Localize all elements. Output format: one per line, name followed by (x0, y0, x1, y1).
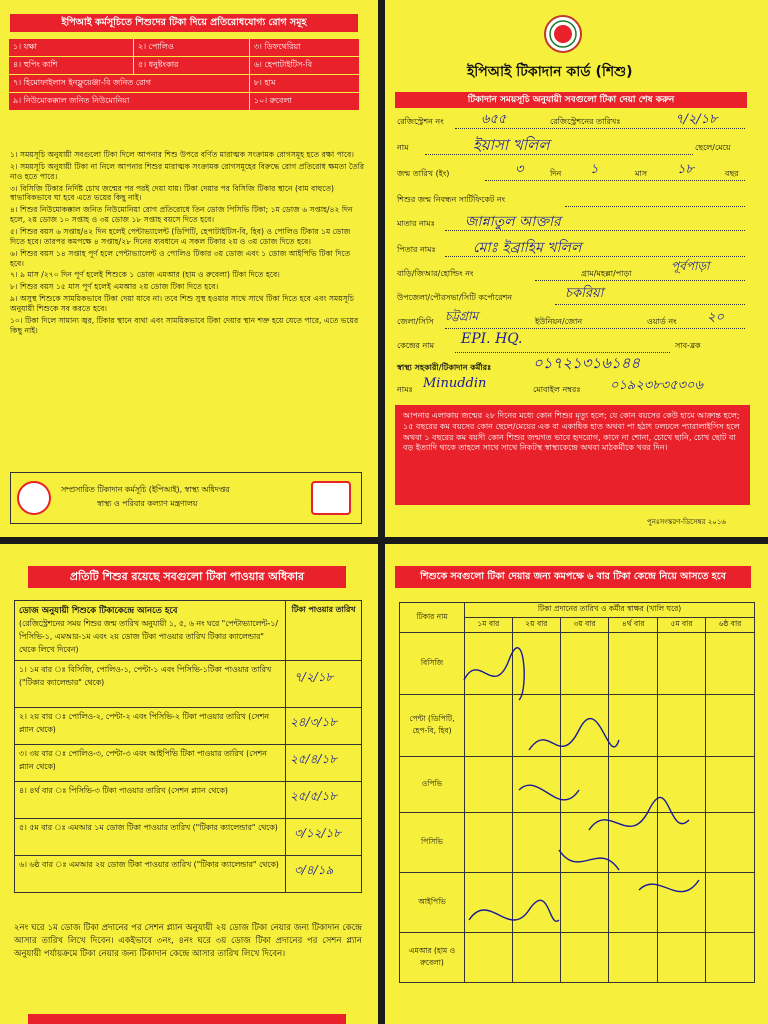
upazila-label: উপজেলা/পৌরসভা/সিটি কর্পোরেশন (397, 293, 513, 302)
father-name-value: মোঃ ইব্রাহিম খলিল (473, 240, 582, 256)
center-value: EPI. HQ. (461, 331, 523, 347)
date-column-header: টিকা পাওয়ার তারিখ (286, 601, 362, 661)
schedule-date-hand: ২৫/৪/১৮ (290, 752, 338, 766)
card-banner: টিকাদান সময়সূচি অনুযায়ী সবগুলো টিকা দেয়া শেষ করুন (395, 92, 747, 108)
visit-header: ২য় বার (512, 618, 560, 633)
disease-cell: ৭। হিমোফাইলাস ইনফ্লুয়েঞ্জা-বি জনিত রোগ (9, 75, 250, 93)
visit-header: ৩য় বার (560, 618, 608, 633)
note-item: ৮। শিশুর বয়স ১৫ মাস পূর্ণ হলেই এমআর ২য় ডোজ টিকা দিতে হবে। (10, 282, 219, 292)
government-seal-icon (543, 14, 583, 54)
schedule-date-hand: ২৪/৩/১৮ (290, 715, 338, 729)
note-item: ৯। অসুস্থ শিশুকে সাময়িকভাবে টিকা দেয়া যাবে না। তবে শিশু সুস্থ হওয়ার সাথে সাথে টিকা দিতে হবে এবং সময়সূচি অনুযায়ী শিশুকে সব করতে হবে। (10, 294, 354, 314)
visit-header: ৬ষ্ঠ বার (705, 618, 754, 633)
district-label: জেলা/সিসি (397, 317, 434, 326)
village-label: গ্রাম/মহল্লা/পাড়া (581, 269, 632, 278)
schedule-row-text: ৩। ৩য় বার ঃ পোলিও-৩, পেন্টা-৩ এবং আইপিভি টিকা পাওয়ার তারিখ (সেশন প্ল্যান থেকে) (15, 745, 286, 782)
note-item: ৫। শিশুর বয়স ৬ সপ্তাহ/৪২ দিন হলেই পেন্টাভ্যালেন্ট (ডিপিটি, হেপাটাইটিস-বি, হিব) ও পোলিও টিকার ১ম ডোজ দিতে হবে। তারপর কমপক্ষে ৪ সপ্তাহ/২৮ দিনের ব্যবধানে এ সকল টিকার ২য় ও ৩য় ডোজ দিতে হবে। (10, 227, 351, 246)
schedule-date-cell (286, 819, 362, 856)
vaccine-name: আইপিভি (400, 873, 465, 933)
vaccine-name: পিসিভি (400, 813, 465, 873)
village-value: পূর্বপাড়া (671, 259, 710, 273)
schedule-date-cell (286, 745, 362, 782)
gender-label: ছেলে/মেয়ে (695, 143, 731, 152)
union-label: ইউনিয়ন/জোন (535, 317, 583, 326)
reg-date-label: রেজিস্ট্রেশনের তারিখঃ (550, 117, 621, 126)
mobile-value: ০১৯২৩৮৩৫৩০৬ (610, 378, 703, 393)
schedule-date-hand: ৩/৪/১৯ (294, 863, 334, 877)
visit-header: ৪র্থ বার (609, 618, 658, 633)
vaccine-name: এমআর (হাম ও রুবেলা) (400, 933, 465, 983)
dob-year-value: ১৮ (677, 162, 694, 177)
schedule-date-hand: ৭/২/১৮ (294, 670, 334, 684)
note-item: ২। সময়সূচি অনুযায়ী টিকা না নিলে আপনার শিশুর মারাত্মক সংক্রামক রোগসমূহের বিরুদ্ধে রোগ প্রতিরোধ ক্ষমতা তৈরি নাও হতে পারে। (10, 161, 365, 181)
registration-row (397, 116, 444, 129)
schedule-row-text: ৪। ৪র্থ বার ঃ পিসিভি-৩ টিকা পাওয়ার তারিখ (সেশন প্ল্যান থেকে) (15, 782, 286, 819)
dob-month-value: ১ (590, 162, 599, 177)
mobile-label: মোবাইল নম্বরঃ (533, 385, 581, 394)
reg-label: রেজিস্ট্রেশন নং (397, 117, 444, 126)
note-item: ৭। ৯ মাস /২৭০ দিন পূর্ণ হলেই শিশুকে ১ ডোজ এমআর (হাম ও রুবেলা) টিকা দিতে হবে। (10, 270, 280, 280)
instruction-notes (10, 150, 365, 338)
worker-name-label: নামঃ (397, 385, 413, 394)
subblock-label: সাব-ব্লক (675, 341, 701, 350)
dob-day-label: দিন (550, 169, 562, 178)
disease-cell: ৪। হুপিং কাশি (9, 57, 134, 75)
note-item: ১। সময়সূচি অনুযায়ী সবগুলো টিকা দিলে আপনার শিশু উপরে বর্ণিত মারাত্মক সংক্রামক রোগসমূহ হতে রক্ষা পাবে। (10, 150, 354, 159)
panel-vaccine-schedule (0, 544, 378, 1024)
ward-value: ২০ (707, 310, 724, 325)
schedule-date-cell (286, 708, 362, 745)
health-worker-phone: ০১৭২১৩১৬১৪৪ (533, 354, 641, 372)
schedule-row-text: ১। ১ম বার ঃ বিসিজি, পোলিও-১, পেন্টা-১ এবং পিসিভি-১টিকা পাওয়ার তারিখ ("টিকার ক্যালেন্ডার" থেকে) (15, 661, 286, 708)
child-name-value: ইয়াসা খলিল (473, 136, 550, 154)
schedule-table (14, 600, 362, 893)
district-value: চট্টগ্রাম (445, 309, 479, 323)
schedule-date-hand: ২৫/৫/১৮ (290, 789, 338, 803)
upazila-value: চকরিয়া (565, 286, 604, 301)
schedule-header: ডোজ অনুযায়ী শিশুকে টিকাকেন্দ্রে আনতে হবে (19, 606, 178, 616)
disease-cell: ৮। হাম (249, 75, 359, 93)
health-worker-label: স্বাস্থ্য সহকারী/টিকাদান কর্মীরঃ (397, 363, 492, 372)
reg-value: ৬৫৫ (481, 112, 507, 127)
disease-cell: ১০। রুবেলা (249, 93, 359, 111)
alert-notice: আপনার এলাকায় জন্মের ২৮ দিনের মধ্যে কোন শিশুর মৃত্যু হলে; যে কোন বয়সের কেউ হামে আক্রান্ত হলে; ১৫ বছরের কম বয়সের কোন ছেলে/মেয়ের এক বা একাধিক হাত অথবা পা হঠাৎ ঢলঢলে প্যারালাইসিস হলে অথবা ১ বছরের কম বয়সী কোন শিশুর জন্মগত ভাবে হৃদরোগ, কানে না শোনা, চোখে ছানি, চোখ ছোট বা বড় ইত্যাদি থাকে তাহলে সাথে সাথে নিকটস্থ স্বাস্থ্যকেন্দ্রে অথবা মাঠকর্মীকে খবর দিন। (395, 405, 750, 505)
vaccine-name-header: টিকার নাম (400, 603, 465, 633)
worker-name-value: Minuddin (423, 376, 487, 391)
visit-group-header: টিকা প্রদানের তারিখ ও কর্মীর স্বাক্ষর (খালি ঘরে) (465, 603, 755, 618)
schedule-date-cell (286, 782, 362, 819)
schedule-row-text: ২। ২য় বার ঃ পোলিও-২, পেন্টা-২ এবং পিসিভি-২ টিকা পাওয়ার তারিখ (সেশন প্ল্যান থেকে) (15, 708, 286, 745)
diseases-title: ইপিআই কর্মসূচিতে শিশুদের টিকা দিয়ে প্রতিরোধযোগ্য রোগ সমূহ (10, 14, 358, 32)
father-label: পিতার নামঃ (397, 245, 436, 254)
dob-day-value: ৩ (515, 162, 524, 177)
vaccine-name: বিসিজি (400, 633, 465, 695)
mother-label: মাতার নামঃ (397, 219, 435, 228)
house-label: বাড়ি/জিআর/হোল্ডিং নং (397, 269, 474, 278)
schedule-date-cell (286, 856, 362, 893)
disease-cell: ৯। নিউমোকক্কাল জনিত নিউমোনিয়া (9, 93, 250, 111)
footer-ministry: স্বাস্থ্য ও পরিবার কল্যাণ মন্ত্রণালয় (97, 499, 198, 508)
schedule-date-cell (286, 661, 362, 708)
panel-vaccination-card (385, 0, 768, 537)
dob-year-label: বছর (725, 169, 739, 178)
dob-label: জন্ম তারিখ (ইং) (397, 169, 450, 178)
schedule-row-text: ৬। ৬ষ্ঠ বার ঃ এমআর ২য় ডোজ টিকা পাওয়ার তারিখ ("টিকার ক্যালেন্ডার" থেকে) (15, 856, 286, 893)
bottom-red-strip (28, 1014, 346, 1024)
panel-vaccination-record (385, 544, 768, 1024)
epi-logo-icon (17, 481, 51, 515)
visit-header: ৫ম বার (658, 618, 706, 633)
handwritten-signatures (459, 640, 729, 960)
schedule-subheader: (রেজিস্ট্রেশনের সময় শিশুর জন্ম তারিখ অনুযায়ী ১, ৫, ৬ নং ঘরে "পেন্টাভ্যালেন্ট-১/পিসিভি-১, এমআর-১ম এবং ২য় ডোজ টিকা পাওয়ার তারিখ টিকার ক্যালেন্ডার" থেকে লিখে দিবেন) (19, 619, 278, 654)
disease-cell: ৩। ডিফথেরিয়া (249, 39, 359, 57)
note-item: ৩। বিসিজি টিকার নির্দিষ্ট চোখ জন্মের পর পরই দেয়া যায়। টিকা দেয়ার পর বিসিজি টিকার স্থানে (বাম বাহুতে) স্বাভাবিকভাবে ঘা হবে এতে ভয়ের কিছু নাই। (10, 183, 334, 203)
name-label: নাম (397, 143, 409, 152)
schedule-bottom-note: ২নং ঘরে ১ম ডোজ টিকা প্রদানের পর সেশন প্ল্যান অনুযায়ী ২য় ডোজ টিকা নেয়ার জন্য টিকাদান কেন্দ্রে আসার তারিখ লিখে দিবেন। একইভাবে ৩নং, ৪নং ঘরে ৩য় ডোজ টিকা প্রদানের পর সেশন প্ল্যান অনুযায়ী পর্যায়ক্রমে টিকা নেয়ার জন্য টিকাদান কেন্দ্রে আসার তারিখ লিখে দিবেন। (14, 923, 362, 959)
visits-banner: শিশুকে সবগুলো টিকা দেয়ার জন্য কমপক্ষে ৬ বার টিকা কেন্দ্রে নিয়ে আসতে হবে (395, 566, 751, 588)
dob-month-label: মাস (635, 169, 648, 178)
schedule-row-text: ৫। ৫ম বার ঃ এমআর ১ম ডোজ টিকা পাওয়ার তারিখ ("টিকার ক্যালেন্ডার" থেকে) (15, 819, 286, 856)
vaccine-name: ওপিভি (400, 757, 465, 813)
ward-label: ওয়ার্ড নং (647, 317, 677, 326)
note-item: ৬। শিশুর বয়স ১৪ সপ্তাহ পূর্ণ হলে পেন্টাভ্যালেন্ট ও পোলিও টিকার ৩য় ডোজ এবং ১ ডোজ আইপিভি টিকা দিতে হবে। (10, 248, 351, 268)
footer-program: সম্প্রসারিত টিকাদান কর্মসূচি (ইপিআই), স্বাস্থ্য অধিদপ্তর (61, 485, 230, 494)
panel-vaccine-diseases (0, 0, 378, 537)
disease-cell: ১। যক্ষা (9, 39, 134, 57)
schedule-date-hand: ৩/১২/১৮ (294, 826, 342, 840)
vaccine-name: পেন্টা (ডিপিটি, হেপ-বি, হিব) (400, 695, 465, 757)
card-title: ইপিআই টিকাদান কার্ড (শিশু) (467, 64, 633, 80)
disease-cell: ২। পোলিও (134, 39, 250, 57)
reprint-note: পুনঃসংস্করণ-ডিসেম্বর ২০১৬ (647, 518, 726, 526)
birth-cert-label: শিশুর জন্ম নিবন্ধন সার্টিফিকেট নং (397, 195, 506, 204)
schedule-header-cell (15, 601, 286, 661)
ministry-footer (10, 472, 362, 524)
reg-date-value: ৭/২/১৮ (675, 112, 718, 127)
visit-header: ১ম বার (465, 618, 513, 633)
note-item: ৪। শিশুর নিউমোকক্কাল জনিত নিউমোনিয়া রোগ প্রতিরোধে তিন ডোজ পিসিভি টিকা; ১ম ডোজ ৬ সপ্তাহ/৪২ দিন হলে, ২য় ডোজ ১০ সপ্তাহ ও ৩য় ডোজ ১৮ সপ্তাহ বয়সে দিতে হবে। (10, 205, 353, 225)
mother-name-value: জান্নাতুল আক্তার (465, 214, 561, 230)
disease-grid (8, 38, 360, 111)
disease-cell: ৬। হেপাটাইটিস-বি (249, 57, 359, 75)
rights-banner: প্রতিটি শিশুর রয়েছে সবগুলো টিকা পাওয়ার অধিকার (28, 566, 346, 588)
vaccine-logo-icon (311, 481, 351, 515)
note-item: ১০। টিকা দিলে সামান্য জ্বর, টিকার স্থানে ব্যথা এবং সাময়িকভাবে টিকা দেয়ার স্থান শক্ত হয়ে যেতে পারে, এতে ভয়ের কিছু নাই। (10, 315, 359, 335)
disease-cell: ৫। ধনুষ্টংকার (134, 57, 250, 75)
center-label: কেন্দ্রের নাম (397, 341, 435, 350)
